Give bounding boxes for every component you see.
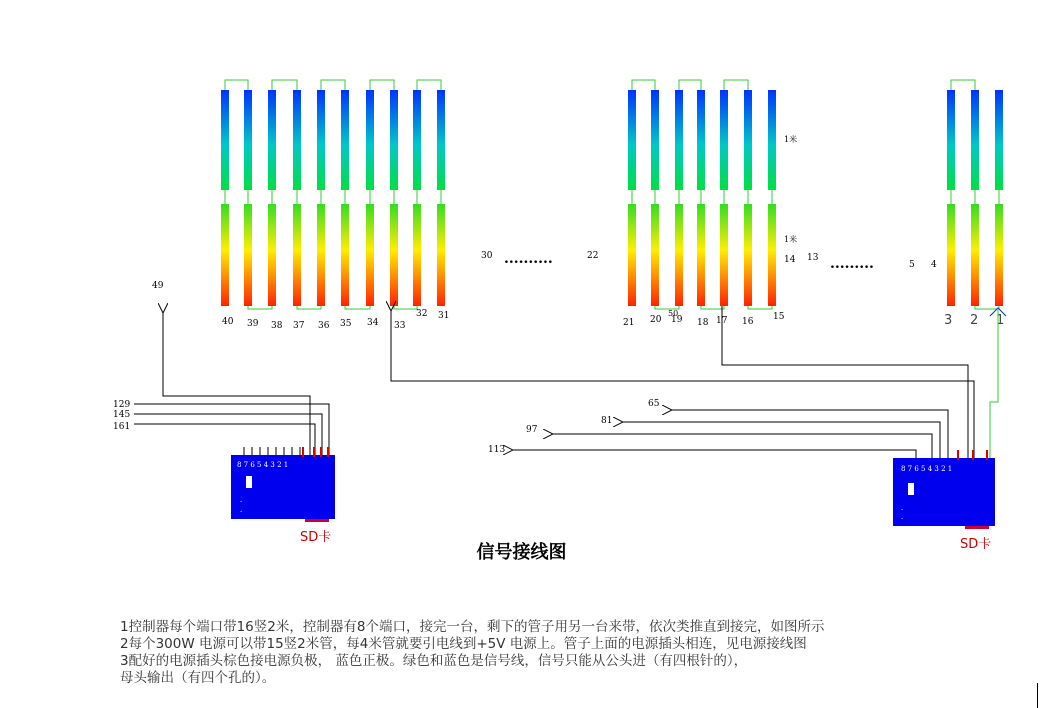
tube-label-38: 38 — [271, 321, 283, 331]
gap-label-49: 49 — [152, 281, 164, 291]
gap-label-22: 22 — [587, 251, 599, 261]
wire-label-65: 65 — [648, 399, 660, 409]
tube-label-18: 18 — [697, 318, 709, 328]
led-tube-top-6 — [341, 90, 349, 190]
led-tube-bottom-12 — [651, 204, 659, 306]
tube-label-39: 39 — [247, 319, 259, 329]
tube-label-33: 33 — [394, 321, 406, 331]
wire-label-145: 145 — [113, 410, 131, 420]
controller-right-dot1: . — [901, 504, 904, 512]
led-tube-bottom-18 — [947, 204, 955, 306]
tube-label-40: 40 — [222, 317, 234, 327]
gap-label-13: 13 — [807, 253, 819, 263]
tube-connector-1-2 — [679, 80, 701, 90]
led-tube-top-20 — [995, 90, 1003, 190]
led-tube-bottom-4 — [293, 204, 301, 306]
led-tubes — [221, 90, 1003, 306]
controller-right-ports: 8 7 6 5 4 3 2 1 — [901, 465, 953, 473]
note-1: 1控制器每个端口带16竖2米，控制器有8个端口，接完一台，剩下的管子用另一台来带，依次类推直到接完，如图所示 — [120, 619, 825, 635]
controller-left-ports: 8 7 6 5 4 3 2 1 — [237, 461, 289, 469]
led-tube-bottom-8 — [390, 204, 398, 306]
tube-label-37: 37 — [293, 321, 305, 331]
led-tube-bottom-3 — [268, 204, 276, 306]
tube-label-2: 2 — [970, 313, 979, 328]
gap-label-4: 4 — [931, 260, 937, 270]
tube-label-3: 3 — [944, 313, 953, 328]
controller-left-dot1: . — [240, 496, 243, 504]
tube-label-20: 20 — [650, 315, 662, 325]
led-tube-top-8 — [390, 90, 398, 190]
green-wire — [990, 310, 998, 458]
wire-label-113: 113 — [488, 445, 506, 455]
led-tube-top-15 — [720, 90, 728, 190]
led-tube-top-9 — [413, 90, 421, 190]
led-tube-top-19 — [971, 90, 979, 190]
led-tube-top-3 — [268, 90, 276, 190]
led-tube-top-7 — [366, 90, 374, 190]
edge-line — [1037, 683, 1038, 708]
tube-label-1: 1 — [996, 313, 1005, 328]
tube-label-15: 15 — [773, 312, 785, 322]
tube-label-17: 17 — [716, 316, 728, 326]
led-tube-top-11 — [628, 90, 636, 190]
tube-label-36: 36 — [318, 321, 330, 331]
wire-label-129: 129 — [113, 400, 131, 410]
tube-connector-0-7 — [394, 306, 417, 309]
tube-connector-0-1 — [248, 306, 272, 309]
tube-label-50: 50 — [668, 309, 679, 318]
controller-right-slot — [908, 483, 914, 495]
note-4: 母头输出（有四个孔的）。 — [120, 670, 276, 686]
notes — [120, 619, 940, 687]
sd-card-right: SD卡 — [960, 537, 992, 552]
led-tube-bottom-2 — [244, 204, 252, 306]
led-tube-top-13 — [675, 90, 683, 190]
led-tube-bottom-11 — [628, 204, 636, 306]
tube-label-19: 19 — [671, 315, 683, 325]
sd-card-left: SD卡 — [300, 530, 332, 545]
tube-labels — [152, 134, 1004, 331]
led-tube-bottom-19 — [971, 204, 979, 306]
led-tube-top-14 — [697, 90, 705, 190]
tube-label-32: 32 — [416, 309, 428, 319]
tube-label-35: 35 — [340, 319, 352, 329]
led-tube-top-2 — [244, 90, 252, 190]
led-tube-bottom-1 — [221, 204, 229, 306]
gap-label-5: 5 — [909, 260, 915, 270]
led-tube-bottom-5 — [317, 204, 325, 306]
tube-connector-0-2 — [272, 80, 297, 90]
tube-connector-0-0 — [225, 80, 248, 90]
tube-connector-0-4 — [321, 80, 345, 90]
tube-connector-0-6 — [370, 80, 394, 90]
controller-right-dot2: . — [901, 513, 904, 521]
controller-left-slot — [246, 476, 252, 488]
gap-label-30: 30 — [481, 251, 493, 261]
tube-connector-1-3 — [701, 306, 724, 309]
led-tube-bottom-20 — [995, 204, 1003, 306]
tube-connector-1-0 — [632, 80, 655, 90]
tube-connector-2-1 — [975, 306, 999, 309]
tube-label-34: 34 — [367, 318, 379, 328]
wire-label-161: 161 — [113, 422, 131, 432]
led-tube-bottom-15 — [720, 204, 728, 306]
led-tube-top-12 — [651, 90, 659, 190]
led-tube-bottom-9 — [413, 204, 421, 306]
tube-connector-1-4 — [724, 80, 748, 90]
led-tube-top-10 — [437, 90, 445, 190]
controller-left-dot2: . — [240, 506, 243, 514]
wire-labels — [113, 399, 660, 455]
tube-connector-0-8 — [417, 80, 441, 90]
note-3: 3配好的电源插头棕色接电源负极， 蓝色正极。绿色和蓝色是信号线，信号只能从公头进（有四根针的）， — [120, 653, 748, 669]
led-tube-bottom-10 — [437, 204, 445, 306]
led-tube-bottom-13 — [675, 204, 683, 306]
dots-left: .......... — [504, 251, 553, 267]
controller-right — [893, 450, 995, 552]
dots-right: ......... — [830, 256, 874, 272]
led-tube-top-17 — [768, 90, 776, 190]
diagram-title: 信号接线图 — [476, 542, 567, 563]
tube-label-16: 16 — [742, 317, 754, 327]
led-tube-top-1 — [221, 90, 229, 190]
wire-label-81: 81 — [601, 416, 613, 426]
tube-label-31: 31 — [438, 311, 450, 321]
tube-connector-0-5 — [345, 306, 370, 309]
led-tube-bottom-6 — [341, 204, 349, 306]
led-tube-top-4 — [293, 90, 301, 190]
led-tube-bottom-17 — [768, 204, 776, 306]
signal-wires — [134, 306, 974, 458]
meter-label-bottom: 1米 — [784, 235, 798, 244]
note-2: 2每个300W 电源可以带15竖2米管，每4米管就要引电线到+5V 电源上。管子上面的电源插头相连，见电源接线图 — [120, 636, 807, 652]
led-tube-bottom-14 — [697, 204, 705, 306]
tube-connector-2-0 — [951, 80, 975, 90]
controller-left — [231, 447, 335, 545]
led-tube-top-18 — [947, 90, 955, 190]
led-tube-bottom-16 — [744, 204, 752, 306]
tube-connector-0-3 — [297, 306, 321, 309]
led-tube-bottom-7 — [366, 204, 374, 306]
tube-connector-1-5 — [748, 306, 772, 309]
wire-label-97: 97 — [526, 425, 538, 435]
led-tube-top-16 — [744, 90, 752, 190]
gap-label-14: 14 — [784, 255, 796, 265]
led-tube-top-5 — [317, 90, 325, 190]
tube-label-21: 21 — [623, 318, 635, 328]
meter-label-top: 1米 — [784, 135, 798, 144]
